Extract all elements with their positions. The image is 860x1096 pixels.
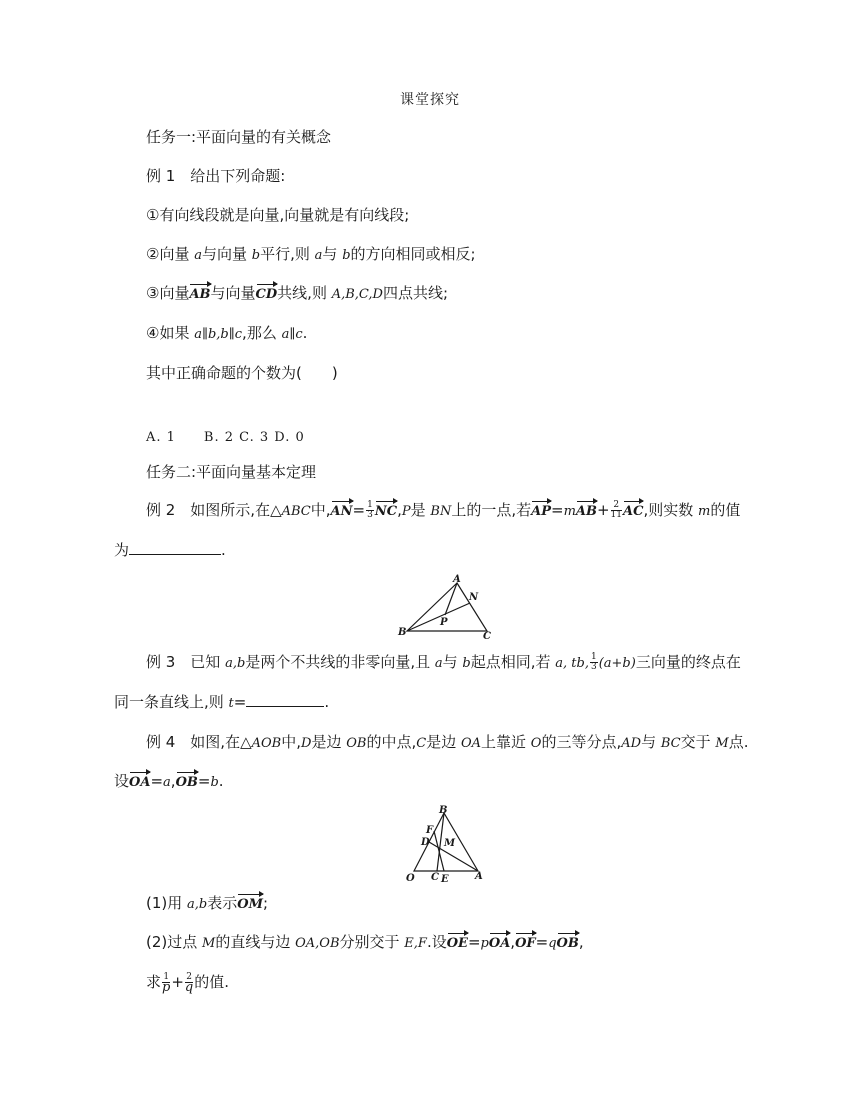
example4-question1: (1)用 a,b表示OM; (146, 893, 268, 915)
label-c: C (483, 631, 491, 641)
proposition-4: ④如果 a∥b,b∥c,那么 a∥c. (146, 324, 308, 342)
label-m: M (444, 838, 456, 849)
proposition-2: ②向量 a与向量 b平行,则 a与 b的方向相同或相反; (146, 245, 476, 263)
triangle-abc-figure (395, 573, 505, 641)
example4-question2: (2)过点 M的直线与边 OA,OB分别交于 E,F.设OE=pOA,OF=qOB, (146, 932, 584, 954)
fraction-two-elevenths: $\frac{2}{11}$ (610, 500, 622, 520)
example4-text: 例 4 如图,在△AOB中,D是边 OB的中点,C是边 OA上靠近 O的三等分点,AD与 BC交于 M点. (146, 733, 749, 751)
task2-heading: 任务二:平面向量基本定理 (146, 463, 317, 481)
label-b: B (398, 627, 407, 638)
label-a: A (475, 871, 483, 882)
label-p: P (440, 617, 448, 628)
answer-blank[interactable] (129, 540, 221, 555)
label-f: F (426, 825, 434, 836)
label-b: B (439, 805, 448, 816)
fraction-one-third: $\frac{1}{3}$ (367, 500, 373, 520)
example4-question2-ask: 求 $\frac{1}{p}$ + $\frac{2}{q}$ 的值. (146, 972, 230, 995)
example1-question: 其中正确命题的个数为( ) (146, 364, 338, 382)
example1-options: A. 1 B. 2 C. 3 D. 0 (146, 430, 305, 445)
page-title: 课堂探究 (400, 92, 460, 108)
example2-answer-line: 为 . (114, 541, 226, 559)
example1-heading: 例 1 给出下列命题: (146, 167, 286, 185)
vector-cd: CD (256, 285, 278, 305)
vector-ab: AB (189, 285, 210, 305)
answer-blank[interactable] (246, 692, 324, 707)
triangle-aob-figure (402, 803, 488, 883)
example3-text: 例 3 已知 a,b是两个不共线的非零向量,且 a与 b起点相同,若 a, tb, $\frac{1}{3}$ (a+b)三向量的终点在 (146, 652, 741, 672)
label-a: A (453, 574, 461, 585)
fraction-one-third: $\frac{1}{3}$ (590, 652, 597, 672)
proposition-3: ③向量AB与向量CD共线,则 A,B,C,D四点共线; (146, 283, 448, 305)
label-c: C (431, 872, 439, 883)
label-o: O (406, 873, 415, 883)
proposition-1: ①有向线段就是向量,向量就是有向线段; (146, 206, 410, 224)
example3-answer-line: 同一条直线上,则 t= . (114, 693, 330, 711)
example2-text: 例 2 如图所示,在△ABC中,AN= $\frac{1}{3}$ NC,P是 BN上的一点,若AP=mAB+ $\frac{2}{11}$ AC,则实数 m的值 (146, 500, 741, 520)
label-d: D (421, 837, 430, 848)
label-n: N (469, 592, 479, 603)
label-e: E (441, 874, 449, 883)
example4-setup: 设OA=a,OB=b. (114, 771, 224, 793)
task1-heading: 任务一:平面向量的有关概念 (146, 128, 332, 146)
